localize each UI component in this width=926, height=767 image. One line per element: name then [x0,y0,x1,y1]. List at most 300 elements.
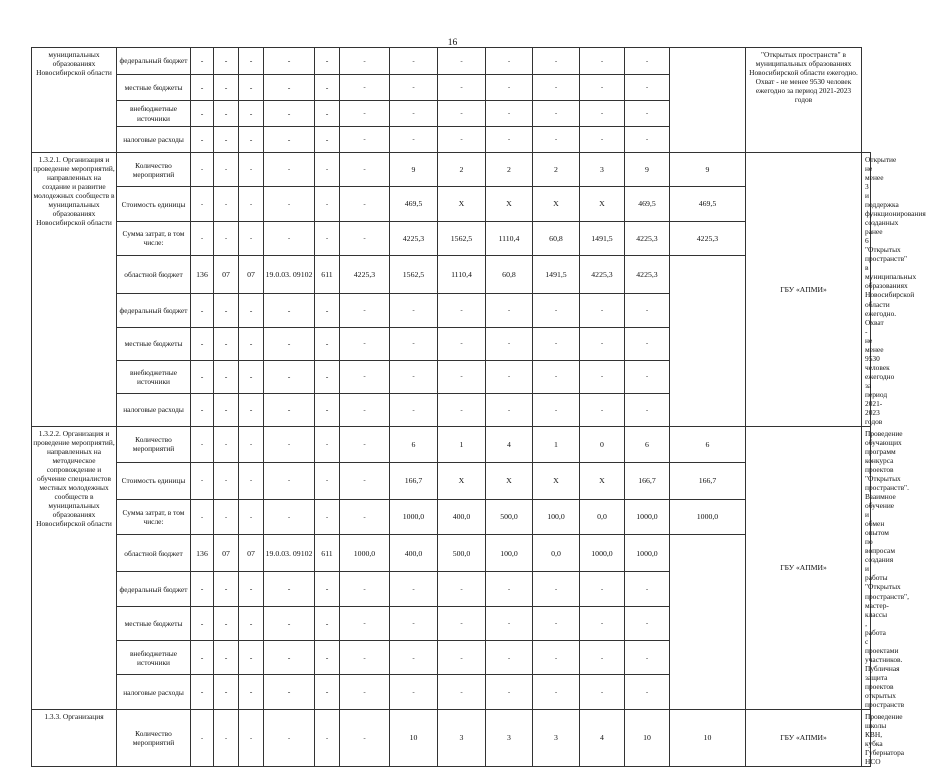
budget-code-cell: - [191,48,214,75]
budget-code-cell: - [214,499,239,535]
value-cell: - [625,127,670,153]
value-cell: - [340,360,390,393]
value-cell: - [625,48,670,75]
value-cell: 1110,4 [486,221,533,255]
budget-code-cell: - [191,101,214,127]
budget-code-cell: - [264,606,315,640]
budget-code-cell: - [214,360,239,393]
indicator-cell: Стоимость единицы [117,187,191,221]
budget-code-cell: - [264,153,315,187]
value-cell: - [625,675,670,709]
budget-code-cell: - [315,294,340,327]
budget-code-cell: - [239,75,264,101]
value-cell: 3 [533,709,580,766]
value-cell: 60,8 [533,221,580,255]
budget-code-cell: - [239,221,264,255]
value-cell: X [533,187,580,221]
budget-code-cell: - [214,327,239,360]
value-cell: - [580,572,625,606]
expected-result-cell: "Открытых пространств" в муниципальных образованиях Новосибирской области ежегодно. Охват - не менее 9530 человек ежегодно за период 2021-2023 годов [746,48,862,153]
value-cell: 0,0 [533,535,580,572]
value-cell: - [340,294,390,327]
budget-code-cell: - [315,641,340,675]
budget-code-cell: - [191,127,214,153]
value-cell: X [580,462,625,499]
budget-code-cell: - [214,75,239,101]
budget-code-cell: - [214,187,239,221]
value-cell: 6 [625,426,670,462]
value-cell: 469,5 [625,187,670,221]
budget-code-cell: - [264,221,315,255]
value-cell: - [390,101,438,127]
budget-code-cell: 07 [239,535,264,572]
value-cell: 1491,5 [533,256,580,294]
budget-code-cell: - [315,221,340,255]
budget-code-cell: - [239,606,264,640]
value-cell: - [625,360,670,393]
expected-result-cell: Проведение обучающих программ конкурса проектов "Открытых пространств". Взаимное обучение и обмен опытом по вопросам создания и работы "Открытых пространств", мастер-классы , работа с проектами участников. Публичная защита проектов открытых пространств [862,426,871,709]
budget-code-cell: 19.0.03. 09102 [264,535,315,572]
value-cell: 9 [670,153,746,187]
value-cell: 1000,0 [390,499,438,535]
value-cell: 1491,5 [580,221,625,255]
budget-code-cell: - [214,221,239,255]
value-cell: 166,7 [670,462,746,499]
indicator-cell: федеральный бюджет [117,48,191,75]
executor-cell [670,48,746,153]
budget-code-cell: - [214,709,239,766]
value-cell: - [625,641,670,675]
budget-code-cell: - [315,426,340,462]
value-cell: - [340,641,390,675]
value-cell: - [486,294,533,327]
value-cell: 4225,3 [625,256,670,294]
table-row [32,221,871,255]
budget-code-cell: - [315,127,340,153]
budget-code-cell: - [191,572,214,606]
budget-code-cell: - [264,499,315,535]
value-cell: 0,0 [580,499,625,535]
budget-code-cell: - [239,675,264,709]
budget-code-cell: - [214,294,239,327]
budget-code-cell: - [239,187,264,221]
budget-code-cell: - [239,499,264,535]
budget-code-cell: - [315,327,340,360]
value-cell: 10 [670,709,746,766]
value-cell: 100,0 [486,535,533,572]
value-cell: - [340,48,390,75]
table-row [32,153,871,187]
budget-code-cell: - [264,48,315,75]
indicator-cell: местные бюджеты [117,606,191,640]
budget-code-cell: - [239,641,264,675]
budget-code-cell: - [191,327,214,360]
budget-code-cell: - [264,426,315,462]
value-cell: - [486,360,533,393]
budget-code-cell: 07 [214,256,239,294]
indicator-cell: внебюджетные источники [117,360,191,393]
program-activities-table [31,47,926,767]
value-cell: 1 [533,426,580,462]
value-cell: - [390,360,438,393]
budget-code-cell: - [191,499,214,535]
value-cell: - [580,48,625,75]
budget-code-cell: - [214,675,239,709]
value-cell: 1000,0 [625,535,670,572]
value-cell: - [533,641,580,675]
value-cell: - [340,75,390,101]
table-row [32,48,871,75]
value-cell: - [580,327,625,360]
value-cell: - [580,393,625,426]
table-row [32,462,871,499]
indicator-cell: внебюджетные источники [117,101,191,127]
budget-code-cell: - [340,426,390,462]
value-cell: - [390,641,438,675]
budget-code-cell: - [315,709,340,766]
value-cell: - [486,606,533,640]
value-cell: - [486,393,533,426]
budget-code-cell: 136 [191,535,214,572]
table-row [32,187,871,221]
budget-code-cell: - [239,48,264,75]
value-cell: 1000,0 [670,499,746,535]
budget-code-cell: - [264,294,315,327]
page-number: 16 [447,38,458,48]
value-cell: - [438,294,486,327]
budget-code-cell: - [191,393,214,426]
value-cell: - [533,48,580,75]
indicator-cell: Количество мероприятий [117,153,191,187]
budget-code-cell: - [191,606,214,640]
value-cell: - [580,360,625,393]
value-cell: - [533,675,580,709]
value-cell: 4225,3 [625,221,670,255]
budget-code-cell: - [191,221,214,255]
budget-code-cell: - [214,462,239,499]
budget-code-cell: - [340,187,390,221]
value-cell: - [486,75,533,101]
budget-code-cell: - [191,709,214,766]
budget-code-cell: - [315,153,340,187]
value-cell: - [390,606,438,640]
value-cell: - [486,675,533,709]
budget-code-cell: - [191,360,214,393]
budget-code-cell: - [191,153,214,187]
indicator-cell: налоговые расходы [117,675,191,709]
budget-code-cell: - [264,187,315,221]
value-cell: 469,5 [670,187,746,221]
indicator-cell: внебюджетные источники [117,641,191,675]
value-cell: 1000,0 [625,499,670,535]
value-cell: 1000,0 [340,535,390,572]
value-cell: X [533,462,580,499]
budget-code-cell: - [264,360,315,393]
value-cell: - [340,572,390,606]
table-body [32,48,926,767]
value-cell: 2 [438,153,486,187]
indicator-cell: Количество мероприятий [117,426,191,462]
value-cell: - [438,606,486,640]
value-cell: - [486,572,533,606]
budget-code-cell: - [214,641,239,675]
budget-code-cell: - [315,187,340,221]
value-cell: - [533,127,580,153]
value-cell: 2 [486,153,533,187]
value-cell: - [533,327,580,360]
value-cell: 4225,3 [340,256,390,294]
indicator-cell: областной бюджет [117,256,191,294]
value-cell: - [486,48,533,75]
value-cell: - [390,127,438,153]
table-row [32,499,871,535]
executor-cell: ГБУ «АПМИ» [746,709,862,766]
budget-code-cell: - [264,75,315,101]
activity-name-cell: муниципальных образованиях Новосибирской области [32,48,117,153]
value-cell: 166,7 [390,462,438,499]
budget-code-cell: - [239,153,264,187]
budget-code-cell: - [340,709,390,766]
value-cell: 4225,3 [670,221,746,255]
indicator-cell: федеральный бюджет [117,572,191,606]
value-cell: - [438,360,486,393]
table-row [32,709,871,766]
value-cell: - [340,327,390,360]
value-cell: - [533,606,580,640]
value-cell: - [625,327,670,360]
budget-code-cell: - [315,360,340,393]
budget-code-cell: - [191,675,214,709]
budget-code-cell: - [315,101,340,127]
budget-code-cell: - [239,360,264,393]
value-cell: - [533,101,580,127]
budget-code-cell: - [315,606,340,640]
budget-code-cell: - [264,101,315,127]
budget-code-cell: - [264,641,315,675]
budget-code-cell: - [340,153,390,187]
budget-code-cell: 07 [239,256,264,294]
value-cell: 3 [580,153,625,187]
budget-code-cell: - [214,393,239,426]
value-cell: 0 [580,426,625,462]
value-cell: - [438,393,486,426]
budget-code-cell: - [239,572,264,606]
budget-code-cell: - [214,426,239,462]
value-cell: 2 [533,153,580,187]
budget-code-cell: - [214,48,239,75]
value-cell: 10 [390,709,438,766]
value-cell: - [438,101,486,127]
indicator-cell: Сумма затрат, в том числе: [117,499,191,535]
value-cell: - [390,48,438,75]
budget-code-cell: - [239,462,264,499]
value-cell: X [438,462,486,499]
budget-code-cell: - [191,641,214,675]
value-cell: 4 [486,426,533,462]
value-cell: - [580,75,625,101]
budget-code-cell: 136 [191,256,214,294]
activity-name-cell: 1.3.2.2. Организация и проведение мероприятий, направленных на методическое сопровождение и обучение специалистов местных молодежных сообществ в муниципальных образованиях Новосибирской области [32,426,117,709]
value-cell: - [625,75,670,101]
value-cell: 1110,4 [438,256,486,294]
value-cell: 3 [486,709,533,766]
budget-code-cell: - [315,462,340,499]
value-cell: - [580,294,625,327]
budget-code-cell: 611 [315,256,340,294]
value-cell: - [390,294,438,327]
value-cell: 1 [438,426,486,462]
activity-name-cell: 1.3.2.1. Организация и проведение мероприятий, направленных на создание и развитие молодежных сообществ в муниципальных образованиях Новосибирской области [32,153,117,427]
value-cell: - [625,572,670,606]
budget-code-cell: - [264,462,315,499]
budget-code-cell: - [214,153,239,187]
budget-code-cell: - [239,709,264,766]
budget-code-cell: - [191,75,214,101]
indicator-cell: Сумма затрат, в том числе: [117,221,191,255]
value-cell: - [438,675,486,709]
value-cell: - [340,606,390,640]
value-cell: 1562,5 [438,221,486,255]
budget-code-cell: - [239,393,264,426]
expected-result-cell: Проведение школы КВН, кубка Губернатора НСО [862,709,871,766]
value-cell: - [580,606,625,640]
value-cell: - [486,101,533,127]
activity-name-cell: 1.3.3. Организация [32,709,117,766]
indicator-cell: местные бюджеты [117,75,191,101]
executor-cell: ГБУ «АПМИ» [746,426,862,709]
indicator-cell: Стоимость единицы [117,462,191,499]
value-cell: - [533,294,580,327]
value-cell: 9 [625,153,670,187]
budget-code-cell: - [340,499,390,535]
budget-code-cell: - [214,606,239,640]
budget-code-cell: - [340,221,390,255]
value-cell: 6 [390,426,438,462]
budget-code-cell: - [315,75,340,101]
budget-code-cell: - [214,572,239,606]
budget-code-cell: - [239,294,264,327]
value-cell: - [340,675,390,709]
value-cell: - [533,360,580,393]
value-cell: - [625,294,670,327]
value-cell: - [625,606,670,640]
value-cell: - [438,327,486,360]
value-cell: 500,0 [438,535,486,572]
expected-result-cell: Открытие не менее 3 и поддержка функционирования созданных ранее 6 "Открытых пространств" в муниципальных образованиях Новосибирской области ежегодно. Охват - не менее 9530 человек ежегодно за период 2021-2023 годов [862,153,871,427]
budget-code-cell: - [191,426,214,462]
value-cell: - [438,75,486,101]
value-cell: 100,0 [533,499,580,535]
value-cell: X [486,462,533,499]
value-cell: - [390,393,438,426]
budget-code-cell: - [239,426,264,462]
value-cell: 400,0 [390,535,438,572]
budget-code-cell: 19.0.03. 09102 [264,256,315,294]
value-cell: - [625,393,670,426]
value-cell: 4 [580,709,625,766]
budget-code-cell: 07 [214,535,239,572]
value-cell: 4225,3 [390,221,438,255]
value-cell: - [438,48,486,75]
budget-code-cell: - [264,127,315,153]
value-cell: - [438,641,486,675]
budget-code-cell: - [214,127,239,153]
budget-code-cell: - [315,48,340,75]
value-cell: - [438,572,486,606]
value-cell: - [533,572,580,606]
value-cell: 6 [670,426,746,462]
indicator-cell: Количество мероприятий [117,709,191,766]
value-cell: 1000,0 [580,535,625,572]
value-cell: 10 [625,709,670,766]
value-cell: - [390,327,438,360]
value-cell: - [580,101,625,127]
value-cell: 1562,5 [390,256,438,294]
value-cell: - [580,641,625,675]
value-cell: X [438,187,486,221]
indicator-cell: областной бюджет [117,535,191,572]
budget-code-cell: - [264,675,315,709]
value-cell: - [486,127,533,153]
budget-code-cell: - [315,675,340,709]
value-cell: - [390,675,438,709]
value-cell: - [580,127,625,153]
budget-code-cell: - [264,709,315,766]
value-cell: X [486,187,533,221]
value-cell: - [390,75,438,101]
value-cell: 4225,3 [580,256,625,294]
value-cell: - [533,75,580,101]
value-cell: 400,0 [438,499,486,535]
budget-code-cell: - [191,462,214,499]
value-cell: - [625,101,670,127]
value-cell: 469,5 [390,187,438,221]
budget-code-cell: - [340,462,390,499]
indicator-cell: федеральный бюджет [117,294,191,327]
budget-code-cell: - [239,327,264,360]
indicator-cell: налоговые расходы [117,393,191,426]
table-row [32,426,871,462]
value-cell: - [486,327,533,360]
budget-code-cell: - [264,393,315,426]
value-cell: - [340,127,390,153]
value-cell: 166,7 [625,462,670,499]
indicator-cell: местные бюджеты [117,327,191,360]
budget-code-cell: - [191,187,214,221]
budget-code-cell: - [315,572,340,606]
budget-code-cell: 611 [315,535,340,572]
value-cell: - [580,675,625,709]
value-cell: - [340,101,390,127]
value-cell: - [438,127,486,153]
budget-code-cell: - [214,101,239,127]
value-cell: X [580,187,625,221]
budget-code-cell: - [315,393,340,426]
budget-code-cell: - [264,572,315,606]
value-cell: 500,0 [486,499,533,535]
value-cell: - [390,572,438,606]
budget-code-cell: - [191,294,214,327]
budget-code-cell: - [315,499,340,535]
budget-code-cell: - [239,101,264,127]
value-cell: - [486,641,533,675]
budget-code-cell: - [264,327,315,360]
budget-code-cell: - [239,127,264,153]
executor-cell: ГБУ «АПМИ» [746,153,862,427]
value-cell: 3 [438,709,486,766]
value-cell: 9 [390,153,438,187]
value-cell: - [533,393,580,426]
